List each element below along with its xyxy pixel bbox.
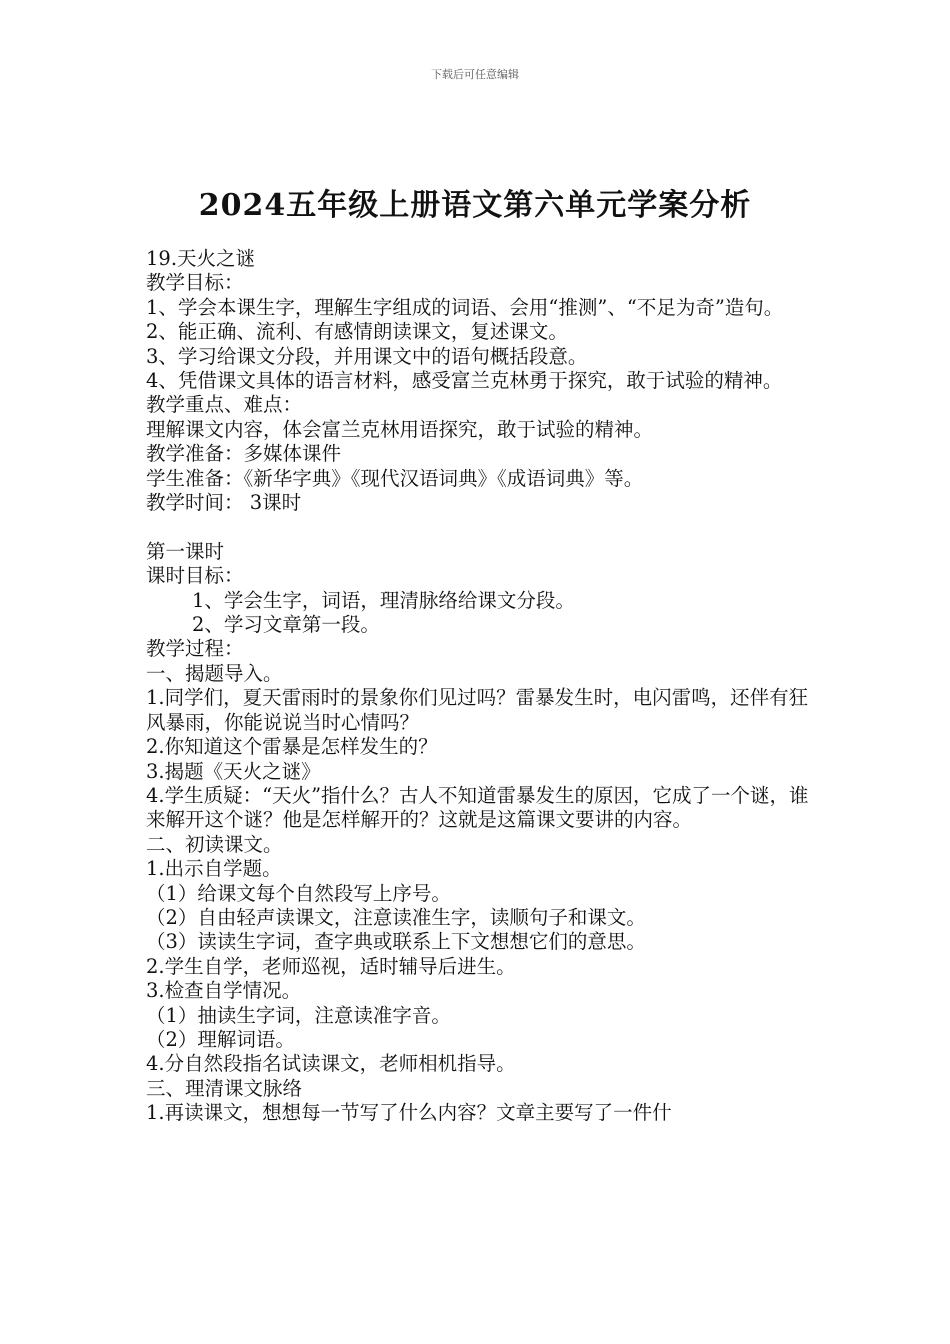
- paragraph-line: 学生准备：《新华字典》《现代汉语词典》《成语词典》等。: [146, 466, 644, 490]
- paragraph-line: 1、学会本课生字，理解生字组成的词语、会用“推测”、“不足为奇”造句。: [146, 295, 784, 319]
- paragraph-line: 2、能正确、流利、有感情朗读课文，复述课文。: [146, 320, 568, 344]
- paragraph-line: 教学目标：: [146, 271, 244, 295]
- paragraph-line: 1.再读课文，想想每一节写了什么内容？文章主要写了一件什: [146, 1101, 672, 1125]
- paragraph-line: 4.学生质疑：“天火”指什么？古人不知道雷暴发生的原因，它成了一个谜，谁来解开这个谜？他是怎样解开的？这就是这篇课文要讲的内容。: [146, 783, 809, 832]
- paragraph-line: 教学重点、难点：: [146, 393, 303, 417]
- paragraph-line: 理解课文内容，体会富兰克林用语探究，敢于试验的精神。: [146, 417, 654, 441]
- paragraph-line: 课时目标：: [146, 564, 244, 588]
- period-goal-line: 1、学会生字，词语，理清脉络给课文分段。: [192, 588, 575, 612]
- lesson-overview-section: [146, 247, 810, 515]
- paragraph-line: 教学时间： 3课时: [146, 491, 302, 515]
- page-header-note: 下载后可任意编辑: [431, 68, 519, 81]
- paragraph-line: （2）理解词语。: [146, 1027, 295, 1051]
- paragraph-line: 2.学生自学，老师巡视，适时辅导后进生。: [146, 954, 516, 978]
- paragraph-line: （2）自由轻声读课文，注意读准生字，读顺句子和课文。: [146, 905, 646, 929]
- paragraph-line: 教学准备：多媒体课件: [146, 442, 342, 466]
- paragraph-line: 一、揭题导入。: [146, 661, 283, 685]
- paragraph-line: 19.天火之谜: [146, 247, 256, 270]
- paragraph-line: 二、初读课文。: [146, 832, 283, 856]
- paragraph-line: 教学过程：: [146, 637, 244, 661]
- paragraph-line: 2.你知道这个雷暴是怎样发生的？: [146, 735, 438, 759]
- paragraph-line: 第一课时: [146, 539, 225, 563]
- teaching-process-section: [146, 637, 810, 1125]
- paragraph-line: 4、凭借课文具体的语言材料，感受富兰克林勇于探究，敢于试验的精神。: [146, 369, 783, 393]
- paragraph-line: （1）抽读生字词，注意读准字音。: [146, 1003, 451, 1027]
- paragraph-line: （1）给课文每个自然段写上序号。: [146, 881, 451, 905]
- paragraph-line: 3、学习给课文分段，并用课文中的语句概括段意。: [146, 344, 588, 368]
- blank-line: [146, 515, 810, 539]
- paragraph-line: （3）读读生字词，查字典或联系上下文想想它们的意思。: [146, 930, 646, 954]
- paragraph-line: 三、理清课文脉络: [146, 1076, 303, 1100]
- paragraph-line: 1.出示自学题。: [146, 857, 282, 881]
- document-body: [146, 247, 810, 1126]
- period-goal-line: 2、学习文章第一段。: [192, 613, 380, 637]
- first-period-section: [146, 540, 810, 638]
- paragraph-line: 3.揭题《天火之谜》: [146, 759, 321, 783]
- document-title: 2024五年级上册语文第六单元学案分析: [198, 188, 752, 223]
- paragraph-line: 1.同学们，夏天雷雨时的景象你们见过吗？雷暴发生时，电闪雷鸣，还伴有狂风暴雨，你能说说当时心情吗？: [146, 686, 809, 734]
- paragraph-line: 4.分自然段指名试读课文，老师相机指导。: [146, 1052, 516, 1076]
- paragraph-line: 3.检查自学情况。: [146, 979, 302, 1003]
